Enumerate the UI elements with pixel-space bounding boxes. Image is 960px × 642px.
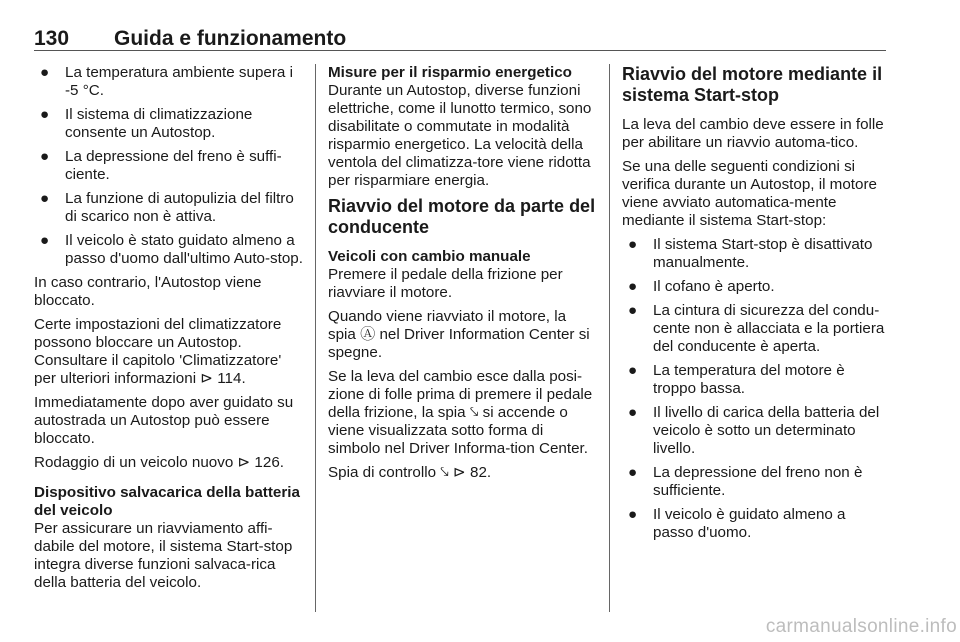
list-item: ● La depressione del freno non è sufficiente. xyxy=(628,464,863,499)
conditions-list xyxy=(34,64,304,268)
bullet-icon: ● xyxy=(628,362,638,379)
page-header xyxy=(34,27,886,51)
bullet-icon: ● xyxy=(40,64,50,81)
restart-conditions-list xyxy=(622,236,888,542)
paragraph: Se la leva del cambio esce dalla posi-zione di folle prima di premere il pedale della frizione, la spia ⤥ si accende o viene visualizzata sotto forma di simbolo nel Driver Informa-tion Center. xyxy=(328,368,593,457)
bullet-icon: ● xyxy=(628,506,638,523)
paragraph: Per assicurare un riavviamento affi-dabile del motore, il sistema Start-stop integra diverse funzioni salvaca-rica della batteria del veicolo. xyxy=(34,520,293,591)
list-item: ● La funzione di autopulizia del filtro di scarico non è attiva. xyxy=(40,190,294,225)
section-title: Guida e funzionamento xyxy=(114,27,347,50)
header-rule xyxy=(34,50,886,51)
list-item: ● La depressione del freno è suffi-ciente. xyxy=(40,148,282,183)
watermark: carmanualsonline.info xyxy=(765,616,957,637)
list-item: ● La temperatura del motore è troppo bassa. xyxy=(628,362,845,397)
subheading: Veicoli con cambio manuale xyxy=(328,248,531,265)
column-3 xyxy=(622,64,888,548)
list-item: ● La temperatura ambiente supera i -5 °C. xyxy=(40,64,293,99)
subheading: Dispositivo salvacarica della batteria del veicolo xyxy=(34,484,300,519)
list-item: ● Il veicolo è guidato almeno a passo d'uomo. xyxy=(628,506,846,541)
paragraph: Premere il pedale della frizione per riavviare il motore. xyxy=(328,266,563,301)
paragraph: Certe impostazioni del climatizzatore possono bloccare un Autostop. Consultare il capitolo 'Climatizzatore' per ulteriori informazioni ⊳ 114. xyxy=(34,316,282,387)
paragraph: Durante un Autostop, diverse funzioni elettriche, come il lunotto termico, sono disabilitate o commutate in modalità risparmio energetico. La velocità della ventola del climatizza-tore viene ridotta per risparmiare energia. xyxy=(328,82,592,189)
subheading: Misure per il risparmio energetico xyxy=(328,64,572,81)
paragraph: La leva del cambio deve essere in folle per abilitare un riavvio automa-tico. xyxy=(622,116,884,151)
paragraph: Spia di controllo ⤥ ⊳ 82. xyxy=(328,464,492,481)
paragraph: Quando viene riavviato il motore, la spia Ⓐ nel Driver Information Center si spegne. xyxy=(328,308,590,361)
column-divider xyxy=(315,64,316,612)
column-2 xyxy=(328,64,598,488)
list-item: ● Il livello di carica della batteria del veicolo è sotto un determinato livello. xyxy=(628,404,880,457)
bullet-icon: ● xyxy=(628,404,638,421)
paragraph: Rodaggio di un veicolo nuovo ⊳ 126. xyxy=(34,454,284,471)
list-item: ● La cintura di sicurezza del condu-cente non è allacciata e la portiera del conducente è aperta. xyxy=(628,302,885,355)
paragraph: Se una delle seguenti condizioni si verifica durante un Autostop, il motore viene avviato automatica-mente mediante il sistema Start-stop: xyxy=(622,158,877,229)
list-item: ● Il veicolo è stato guidato almeno a passo d'uomo dall'ultimo Auto-stop. xyxy=(40,232,303,267)
list-item: ● Il sistema di climatizzazione consente un Autostop. xyxy=(40,106,253,141)
column-divider xyxy=(609,64,610,612)
bullet-icon: ● xyxy=(40,232,50,249)
column-1 xyxy=(34,64,304,598)
paragraph: In caso contrario, l'Autostop viene bloccato. xyxy=(34,274,262,309)
bullet-icon: ● xyxy=(628,236,638,253)
paragraph: Immediatamente dopo aver guidato su autostrada un Autostop può essere bloccato. xyxy=(34,394,294,447)
list-item: ● Il cofano è aperto. xyxy=(628,278,775,295)
section-heading: Riavvio del motore mediante il sistema Start-stop xyxy=(622,64,883,105)
bullet-icon: ● xyxy=(628,302,638,319)
list-item: ● Il sistema Start-stop è disattivato manualmente. xyxy=(628,236,873,271)
section-heading: Riavvio del motore da parte del conducente xyxy=(328,196,596,237)
bullet-icon: ● xyxy=(628,464,638,481)
bullet-icon: ● xyxy=(40,148,50,165)
page-number: 130 xyxy=(34,27,70,50)
bullet-icon: ● xyxy=(40,106,50,123)
bullet-icon: ● xyxy=(628,278,638,295)
bullet-icon: ● xyxy=(40,190,50,207)
